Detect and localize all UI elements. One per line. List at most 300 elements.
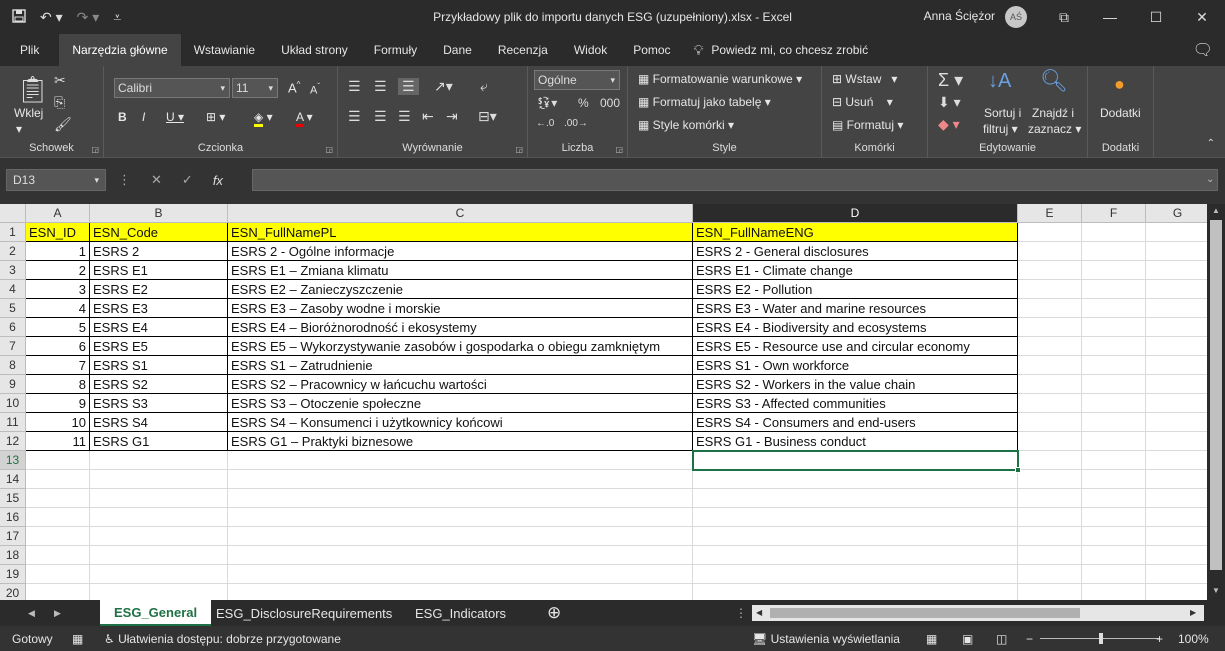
- cell-d20[interactable]: [693, 584, 1018, 600]
- orientation-icon[interactable]: ↗▾: [434, 78, 453, 94]
- column-header-e[interactable]: E: [1018, 204, 1082, 223]
- cell-c19[interactable]: [228, 565, 693, 584]
- tab-help[interactable]: Pomoc: [633, 43, 671, 57]
- borders-icon[interactable]: ⊞ ▾: [206, 110, 226, 124]
- cell-f5[interactable]: [1082, 299, 1146, 318]
- align-bottom-icon[interactable]: ☰: [398, 78, 419, 95]
- accessibility-status[interactable]: [104, 632, 341, 646]
- number-launcher-icon[interactable]: ◲: [615, 145, 623, 154]
- cell-c1[interactable]: ESN_FullNamePL: [228, 223, 693, 242]
- cell-g1[interactable]: [1146, 223, 1207, 242]
- cancel-icon[interactable]: ✕: [151, 172, 162, 187]
- format-as-table-label: Formatuj jako tabelę: [652, 95, 762, 109]
- sort-filter-label-1[interactable]: Sortuj i: [984, 106, 1022, 120]
- window-title: Przykładowy plik do importu danych ESG (uzupełniony).xlsx - Excel: [433, 10, 792, 24]
- addins-button[interactable]: Dodatki: [1100, 106, 1141, 120]
- row-header-5[interactable]: 5: [0, 299, 26, 318]
- cell-e19[interactable]: [1018, 565, 1082, 584]
- cell-b1[interactable]: ESN_Code: [90, 223, 228, 242]
- fill-handle[interactable]: [1015, 467, 1021, 473]
- cell-e9[interactable]: [1018, 375, 1082, 394]
- name-box[interactable]: [6, 169, 106, 191]
- cell-c17[interactable]: [228, 527, 693, 546]
- cell-c2[interactable]: ESRS 2 - Ogólne informacje: [228, 242, 693, 261]
- cell-f12[interactable]: [1082, 432, 1146, 451]
- cell-e17[interactable]: [1018, 527, 1082, 546]
- chevron-down-icon: ▾: [268, 82, 273, 93]
- collapse-ribbon-icon[interactable]: ⌃: [1206, 138, 1215, 149]
- scroll-down-icon[interactable]: ▼: [1212, 586, 1220, 595]
- fill-color-icon[interactable]: ◈ ▾: [254, 110, 273, 124]
- cell-a14[interactable]: [26, 470, 90, 489]
- decrease-indent-icon[interactable]: ⇤: [422, 108, 434, 124]
- tab-page-layout[interactable]: Układ strony: [281, 43, 348, 57]
- page-break-view-icon[interactable]: ◫: [996, 632, 1008, 646]
- sort-filter-icon[interactable]: ↓A: [988, 70, 1012, 92]
- cell-e4[interactable]: [1018, 280, 1082, 299]
- cell-f20[interactable]: [1082, 584, 1146, 600]
- align-top-icon[interactable]: ☰: [348, 78, 361, 94]
- formula-bar: [0, 158, 1225, 204]
- bold-icon[interactable]: B: [118, 110, 127, 124]
- row-header-10[interactable]: 10: [0, 394, 26, 413]
- display-settings-label: Ustawienia wyświetlania: [770, 632, 900, 646]
- group-label-cells: Komórki: [854, 142, 895, 154]
- cell-c6[interactable]: ESRS E4 – Bioróżnorodność i ekosystemy: [228, 318, 693, 337]
- cell-a1[interactable]: ESN_ID: [26, 223, 90, 242]
- tab-split-handle-icon[interactable]: ⋮: [735, 606, 747, 620]
- cell-f14[interactable]: [1082, 470, 1146, 489]
- paste-icon[interactable]: 📋︎: [16, 74, 50, 104]
- align-right-icon[interactable]: ☰: [398, 108, 411, 124]
- cell-b6[interactable]: ESRS E4: [90, 318, 228, 337]
- find-select-icon[interactable]: 🔍︎: [1040, 68, 1068, 93]
- cell-d2[interactable]: ESRS 2 - General disclosures: [693, 242, 1018, 261]
- row-header-17[interactable]: 17: [0, 527, 26, 546]
- cell-d19[interactable]: [693, 565, 1018, 584]
- align-middle-icon[interactable]: ☰: [374, 78, 387, 94]
- cell-a2[interactable]: 1: [26, 242, 90, 261]
- cell-a4[interactable]: 3: [26, 280, 90, 299]
- cell-g15[interactable]: [1146, 489, 1207, 508]
- undo-icon[interactable]: ↶ ▾: [40, 8, 63, 25]
- close-icon[interactable]: ✕: [1196, 8, 1208, 25]
- cell-c15[interactable]: [228, 489, 693, 508]
- fill-icon[interactable]: ⬇ ▾: [938, 94, 961, 110]
- enter-icon[interactable]: ✓: [181, 172, 193, 187]
- cell-e10[interactable]: [1018, 394, 1082, 413]
- sheet-tab-esg-general[interactable]: ESG_General: [100, 600, 211, 626]
- number-format-select[interactable]: [534, 70, 620, 90]
- cell-b11[interactable]: ESRS S4: [90, 413, 228, 432]
- row-header-16[interactable]: 16: [0, 508, 26, 527]
- cell-c10[interactable]: ESRS S3 – Otoczenie społeczne: [228, 394, 693, 413]
- cell-a12[interactable]: 11: [26, 432, 90, 451]
- cell-g2[interactable]: [1146, 242, 1207, 261]
- worksheet-grid[interactable]: [0, 204, 1207, 600]
- row-header-8[interactable]: 8: [0, 356, 26, 375]
- row-header-2[interactable]: 2: [0, 242, 26, 261]
- cell-f4[interactable]: [1082, 280, 1146, 299]
- cell-g5[interactable]: [1146, 299, 1207, 318]
- clear-icon[interactable]: ◆ ▾: [938, 116, 960, 132]
- zoom-in-icon[interactable]: +: [1156, 632, 1164, 646]
- page-layout-view-icon[interactable]: ▣: [962, 632, 974, 646]
- scroll-right-icon[interactable]: ▶: [1190, 608, 1197, 617]
- cut-icon[interactable]: ✂: [54, 72, 66, 88]
- zoom-slider-knob[interactable]: [1099, 633, 1103, 644]
- ribbon-display-options-icon[interactable]: ⧉: [1059, 8, 1069, 25]
- find-select-label-2-text: zaznacz: [1028, 122, 1073, 136]
- cell-g16[interactable]: [1146, 508, 1207, 527]
- cell-f11[interactable]: [1082, 413, 1146, 432]
- cell-d3[interactable]: ESRS E1 - Climate change: [693, 261, 1018, 280]
- italic-icon[interactable]: I: [142, 110, 146, 124]
- horizontal-scroll-thumb[interactable]: [770, 608, 1080, 618]
- redo-icon[interactable]: ↷ ▾: [76, 8, 100, 25]
- paste-button[interactable]: Wklej: [14, 106, 44, 120]
- cell-b13[interactable]: [90, 451, 228, 470]
- cell-e16[interactable]: [1018, 508, 1082, 527]
- find-select-label-1[interactable]: Znajdź i: [1032, 106, 1075, 120]
- tab-review[interactable]: Recenzja: [497, 43, 548, 57]
- cell-g18[interactable]: [1146, 546, 1207, 565]
- cell-f2[interactable]: [1082, 242, 1146, 261]
- cell-d18[interactable]: [693, 546, 1018, 565]
- cell-a10[interactable]: 9: [26, 394, 90, 413]
- tab-insert[interactable]: Wstawianie: [193, 43, 256, 57]
- cell-c12[interactable]: ESRS G1 – Praktyki biznesowe: [228, 432, 693, 451]
- sort-filter-label-2[interactable]: filtruj ▾: [983, 122, 1018, 136]
- conditional-formatting-label: Formatowanie warunkowe: [652, 72, 793, 86]
- cell-d6[interactable]: ESRS E4 - Biodiversity and ecosystems: [693, 318, 1018, 337]
- cell-d10[interactable]: ESRS S3 - Affected communities: [693, 394, 1018, 413]
- cell-e1[interactable]: [1018, 223, 1082, 242]
- cell-a11[interactable]: 10: [26, 413, 90, 432]
- cell-a9[interactable]: 8: [26, 375, 90, 394]
- row-header-7[interactable]: 7: [0, 337, 26, 356]
- align-left-icon[interactable]: ☰: [348, 108, 361, 124]
- vertical-scroll-thumb[interactable]: [1210, 220, 1222, 570]
- horizontal-scrollbar[interactable]: [752, 605, 1204, 621]
- cell-b15[interactable]: [90, 489, 228, 508]
- cell-g10[interactable]: [1146, 394, 1207, 413]
- cell-e7[interactable]: [1018, 337, 1082, 356]
- decrease-font-icon[interactable]: $A^ˇ$: [310, 82, 321, 97]
- cell-f9[interactable]: [1082, 375, 1146, 394]
- minimize-icon[interactable]: —: [1103, 9, 1117, 25]
- cell-c5[interactable]: ESRS E3 – Zasoby wodne i morskie: [228, 299, 693, 318]
- decrease-decimal-icon[interactable]: .00→: [564, 118, 588, 129]
- row-header-6[interactable]: 6: [0, 318, 26, 337]
- cell-d11[interactable]: ESRS S4 - Consumers and end-users: [693, 413, 1018, 432]
- cell-d5[interactable]: ESRS E3 - Water and marine resources: [693, 299, 1018, 318]
- cell-e18[interactable]: [1018, 546, 1082, 565]
- cell-b20[interactable]: [90, 584, 228, 600]
- cell-g13[interactable]: [1146, 451, 1207, 470]
- ribbon-tabs: [0, 34, 1225, 66]
- cell-b17[interactable]: [90, 527, 228, 546]
- comments-icon[interactable]: 🗨︎: [1192, 42, 1213, 59]
- select-all-corner[interactable]: [0, 204, 26, 223]
- autosum-icon[interactable]: Σ ▾: [938, 70, 964, 90]
- tab-file[interactable]: Plik: [20, 43, 40, 57]
- avatar[interactable]: AŚ: [1005, 6, 1027, 28]
- format-as-table-button[interactable]: ▦ Formatuj jako tabelę ▾: [638, 95, 771, 109]
- accessibility-icon: ♿︎: [104, 632, 119, 646]
- group-font: [104, 66, 338, 158]
- currency-icon[interactable]: 💱︎▾: [536, 96, 558, 110]
- insert-function-icon[interactable]: fx: [212, 172, 223, 188]
- cell-g7[interactable]: [1146, 337, 1207, 356]
- increase-indent-icon[interactable]: ⇥: [446, 108, 458, 124]
- increase-decimal-icon[interactable]: ←.0: [536, 118, 555, 129]
- cell-d8[interactable]: ESRS S1 - Own workforce: [693, 356, 1018, 375]
- cell-c18[interactable]: [228, 546, 693, 565]
- cell-d1[interactable]: ESN_FullNameENG: [693, 223, 1018, 242]
- cell-e2[interactable]: [1018, 242, 1082, 261]
- maximize-icon[interactable]: ☐: [1149, 8, 1163, 25]
- column-header-f[interactable]: F: [1082, 204, 1146, 223]
- row-header-3[interactable]: 3: [0, 261, 26, 280]
- cell-c9[interactable]: ESRS S2 – Pracownicy w łańcuchu wartości: [228, 375, 693, 394]
- increase-font-icon[interactable]: A^: [288, 80, 301, 96]
- cell-b16[interactable]: [90, 508, 228, 527]
- cell-g12[interactable]: [1146, 432, 1207, 451]
- cell-a20[interactable]: [26, 584, 90, 600]
- cell-d9[interactable]: ESRS S2 - Workers in the value chain: [693, 375, 1018, 394]
- percent-icon[interactable]: %: [578, 96, 589, 110]
- column-header-a[interactable]: A: [26, 204, 90, 223]
- cell-c7[interactable]: ESRS E5 – Wykorzystywanie zasobów i gospodarka o obiegu zamkniętym: [228, 337, 693, 356]
- cell-b19[interactable]: [90, 565, 228, 584]
- cell-c20[interactable]: [228, 584, 693, 600]
- formula-buttons: [118, 169, 223, 191]
- cell-a5[interactable]: 4: [26, 299, 90, 318]
- font-name-select[interactable]: [114, 78, 230, 98]
- group-clipboard: [0, 66, 104, 158]
- cell-c11[interactable]: ESRS S4 – Konsumenci i użytkownicy końcowi: [228, 413, 693, 432]
- group-label-clipboard: Schowek: [29, 142, 74, 154]
- zoom-out-icon[interactable]: −: [1026, 632, 1034, 646]
- cell-g3[interactable]: [1146, 261, 1207, 280]
- cell-b2[interactable]: ESRS 2: [90, 242, 228, 261]
- cell-e5[interactable]: [1018, 299, 1082, 318]
- cell-g19[interactable]: [1146, 565, 1207, 584]
- cell-e14[interactable]: [1018, 470, 1082, 489]
- row-header-9[interactable]: 9: [0, 375, 26, 394]
- align-center-icon[interactable]: ☰: [374, 108, 387, 124]
- cell-g9[interactable]: [1146, 375, 1207, 394]
- cell-e6[interactable]: [1018, 318, 1082, 337]
- cell-f7[interactable]: [1082, 337, 1146, 356]
- delete-cells-label: Usuń: [845, 95, 874, 109]
- row-header-19[interactable]: 19: [0, 565, 26, 584]
- delete-cells-button[interactable]: ⊟ Usuń ▾: [832, 95, 893, 109]
- cell-c8[interactable]: ESRS S1 – Zatrudnienie: [228, 356, 693, 375]
- font-name-value: Calibri: [118, 81, 153, 95]
- cell-f15[interactable]: [1082, 489, 1146, 508]
- cell-e15[interactable]: [1018, 489, 1082, 508]
- cell-f8[interactable]: [1082, 356, 1146, 375]
- cell-a3[interactable]: 2: [26, 261, 90, 280]
- alignment-launcher-icon[interactable]: ◲: [515, 145, 523, 154]
- more-options-icon[interactable]: ⋮: [118, 172, 131, 187]
- cell-d4[interactable]: ESRS E2 - Pollution: [693, 280, 1018, 299]
- cell-b7[interactable]: ESRS E5: [90, 337, 228, 356]
- comma-style-icon[interactable]: 000: [600, 96, 621, 110]
- cell-e8[interactable]: [1018, 356, 1082, 375]
- active-cell-border: [692, 450, 1019, 471]
- expand-formula-bar-icon[interactable]: ⌄: [1206, 174, 1215, 185]
- font-color-icon[interactable]: A ▾: [296, 110, 313, 124]
- cell-d17[interactable]: [693, 527, 1018, 546]
- cell-d14[interactable]: [693, 470, 1018, 489]
- cell-f16[interactable]: [1082, 508, 1146, 527]
- customize-qat-icon[interactable]: ⩡: [113, 8, 122, 25]
- scroll-left-icon[interactable]: ◀: [756, 608, 763, 617]
- cell-b8[interactable]: ESRS S1: [90, 356, 228, 375]
- cell-b12[interactable]: ESRS G1: [90, 432, 228, 451]
- cell-c14[interactable]: [228, 470, 693, 489]
- title-bar: [0, 0, 1225, 34]
- cell-b18[interactable]: [90, 546, 228, 565]
- cell-f17[interactable]: [1082, 527, 1146, 546]
- cell-e3[interactable]: [1018, 261, 1082, 280]
- prev-sheet-icon[interactable]: ◀: [28, 608, 35, 618]
- cell-b10[interactable]: ESRS S3: [90, 394, 228, 413]
- cell-b4[interactable]: ESRS E2: [90, 280, 228, 299]
- row-header-14[interactable]: 14: [0, 470, 26, 489]
- insert-cells-button[interactable]: ⊞ Wstaw ▾: [832, 72, 898, 86]
- column-header-g[interactable]: G: [1146, 204, 1207, 223]
- cell-d15[interactable]: [693, 489, 1018, 508]
- display-settings-button[interactable]: [752, 632, 900, 646]
- sheet-tab-esg-disclosure-requirements[interactable]: ESG_DisclosureRequirements: [216, 605, 393, 621]
- cell-e11[interactable]: [1018, 413, 1082, 432]
- font-launcher-icon[interactable]: ◲: [325, 145, 333, 154]
- cell-a17[interactable]: [26, 527, 90, 546]
- row-header-1[interactable]: 1: [0, 223, 26, 242]
- cell-b9[interactable]: ESRS S2: [90, 375, 228, 394]
- cell-g20[interactable]: [1146, 584, 1207, 600]
- column-header-d[interactable]: D: [693, 204, 1018, 223]
- cell-a13[interactable]: [26, 451, 90, 470]
- underline-icon[interactable]: U ▾: [166, 110, 185, 124]
- cell-f18[interactable]: [1082, 546, 1146, 565]
- tell-me-search[interactable]: [684, 34, 869, 66]
- cell-a18[interactable]: [26, 546, 90, 565]
- sheet-tab-esg-indicators[interactable]: ESG_Indicators: [415, 605, 507, 621]
- vertical-scrollbar[interactable]: [1207, 204, 1225, 600]
- cell-f6[interactable]: [1082, 318, 1146, 337]
- cell-f19[interactable]: [1082, 565, 1146, 584]
- cell-d16[interactable]: [693, 508, 1018, 527]
- cell-f3[interactable]: [1082, 261, 1146, 280]
- find-select-label-2[interactable]: zaznacz ▾: [1028, 122, 1082, 136]
- cell-b3[interactable]: ESRS E1: [90, 261, 228, 280]
- conditional-formatting-button[interactable]: ▦ Formatowanie warunkowe ▾: [638, 72, 803, 86]
- user-name[interactable]: Anna Ściężor: [923, 9, 995, 23]
- status-ready: Gotowy: [12, 632, 53, 646]
- cell-f13[interactable]: [1082, 451, 1146, 470]
- normal-view-icon[interactable]: ▦: [926, 632, 938, 646]
- addins-icon[interactable]: ●: [1114, 74, 1125, 94]
- wrap-text-icon[interactable]: ⤶: [480, 78, 488, 94]
- row-header-11[interactable]: 11: [0, 413, 26, 432]
- merge-center-icon[interactable]: ⊟▾: [478, 108, 497, 124]
- cell-f1[interactable]: [1082, 223, 1146, 242]
- cell-g11[interactable]: [1146, 413, 1207, 432]
- number-format-value: Ogólne: [538, 73, 577, 87]
- paste-dropdown-icon[interactable]: ▾: [16, 122, 23, 136]
- cell-a8[interactable]: 7: [26, 356, 90, 375]
- cell-e12[interactable]: [1018, 432, 1082, 451]
- clipboard-launcher-icon[interactable]: ◲: [91, 145, 99, 154]
- row-header-4[interactable]: 4: [0, 280, 26, 299]
- font-size-select[interactable]: [232, 78, 278, 98]
- sort-filter-label-2-text: filtruj: [983, 122, 1009, 136]
- cell-c3[interactable]: ESRS E1 – Zmiana klimatu: [228, 261, 693, 280]
- tab-formulas[interactable]: Formuły: [373, 43, 418, 57]
- column-header-b[interactable]: B: [90, 204, 228, 223]
- zoom-level[interactable]: 100%: [1178, 632, 1209, 646]
- cell-g8[interactable]: [1146, 356, 1207, 375]
- new-sheet-icon[interactable]: ⊕: [547, 603, 562, 622]
- cell-b5[interactable]: ESRS E3: [90, 299, 228, 318]
- copy-icon[interactable]: ⎘: [54, 94, 66, 110]
- cell-g17[interactable]: [1146, 527, 1207, 546]
- cell-e13[interactable]: [1018, 451, 1082, 470]
- cell-a19[interactable]: [26, 565, 90, 584]
- tab-view[interactable]: Widok: [573, 43, 608, 57]
- cell-a6[interactable]: 5: [26, 318, 90, 337]
- cell-e20[interactable]: [1018, 584, 1082, 600]
- cell-a15[interactable]: [26, 489, 90, 508]
- accessibility-label: Ułatwienia dostępu: dobrze przygotowane: [118, 632, 341, 646]
- cell-b14[interactable]: [90, 470, 228, 489]
- formula-input[interactable]: [252, 169, 1218, 191]
- cell-f10[interactable]: [1082, 394, 1146, 413]
- format-painter-icon[interactable]: 🖌︎: [54, 116, 72, 132]
- row-header-20[interactable]: 20: [0, 584, 26, 600]
- cell-d12[interactable]: ESRS G1 - Business conduct: [693, 432, 1018, 451]
- ribbon: [0, 66, 1225, 158]
- cell-g4[interactable]: [1146, 280, 1207, 299]
- tab-home[interactable]: Narzędzia główne: [59, 34, 180, 66]
- cell-c4[interactable]: ESRS E2 – Zanieczyszczenie: [228, 280, 693, 299]
- row-header-18[interactable]: 18: [0, 546, 26, 565]
- cell-a16[interactable]: [26, 508, 90, 527]
- cell-c16[interactable]: [228, 508, 693, 527]
- tab-data[interactable]: Dane: [443, 43, 472, 57]
- cell-styles-button[interactable]: ▦ Style komórki ▾: [638, 118, 735, 132]
- macro-record-icon[interactable]: ▦: [72, 632, 84, 646]
- cell-d7[interactable]: ESRS E5 - Resource use and circular economy: [693, 337, 1018, 356]
- row-header-15[interactable]: 15: [0, 489, 26, 508]
- column-header-c[interactable]: C: [228, 204, 693, 223]
- cell-g14[interactable]: [1146, 470, 1207, 489]
- cell-g6[interactable]: [1146, 318, 1207, 337]
- cell-c13[interactable]: [228, 451, 693, 470]
- row-header-12[interactable]: 12: [0, 432, 26, 451]
- format-cells-button[interactable]: ▤ Formatuj ▾: [832, 118, 904, 132]
- save-icon[interactable]: [12, 9, 26, 26]
- row-header-13[interactable]: 13: [0, 451, 26, 470]
- cell-a7[interactable]: 6: [26, 337, 90, 356]
- next-sheet-icon[interactable]: ▶: [54, 608, 61, 618]
- scroll-up-icon[interactable]: ▲: [1212, 206, 1220, 215]
